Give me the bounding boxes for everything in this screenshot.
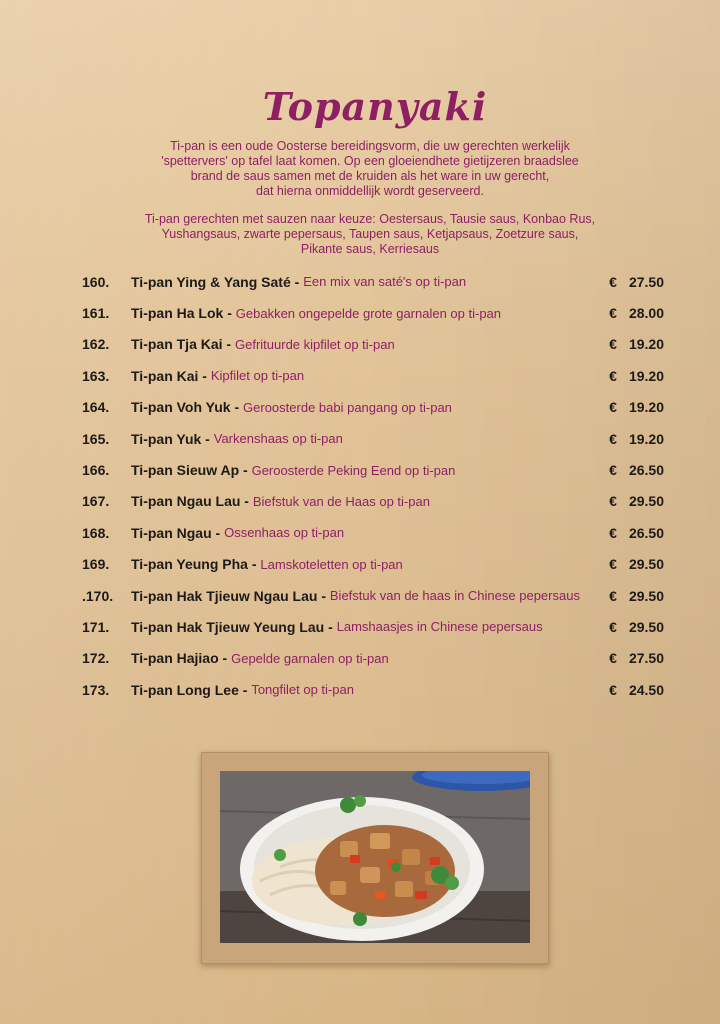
- menu-item-name: Ti-pan Ngau Lau: [131, 493, 241, 510]
- menu-item-price: [609, 611, 664, 642]
- menu-item-separator: -: [211, 524, 225, 541]
- menu-item-number: 164.: [82, 399, 110, 416]
- menu-item-name: Ti-pan Yuk: [131, 430, 202, 447]
- price-amount: 29.50: [628, 618, 664, 635]
- menu-item: [82, 580, 672, 611]
- menu-item-description: Geroosterde babi pangang op ti-pan: [243, 399, 452, 415]
- menu-item-price: [609, 360, 664, 391]
- menu-item-description: Geroosterde Peking Eend op ti-pan: [251, 462, 456, 478]
- currency-symbol: €: [609, 305, 617, 322]
- currency-symbol: €: [609, 493, 617, 510]
- menu-item-name: Ti-pan Hajiao: [131, 650, 219, 667]
- menu-item-description: Tongfilet op ti-pan: [251, 682, 354, 698]
- intro-line: Ti-pan is een oude Oosterse bereidingsvorm, die uw gerechten werkelijk: [170, 139, 570, 153]
- menu-item-description: Biefstuk van de haas in Chinese pepersaus: [329, 588, 580, 604]
- menu-item: [82, 329, 672, 360]
- menu-item-price: [609, 266, 664, 297]
- menu-item: [82, 643, 672, 674]
- menu-item-price: [609, 392, 664, 423]
- menu-item-price: [609, 454, 664, 485]
- menu-item: [82, 517, 672, 548]
- menu-item-separator: -: [238, 681, 252, 698]
- menu-item: [82, 392, 672, 423]
- menu-item-number: 162.: [82, 336, 110, 353]
- menu-item: [82, 360, 672, 391]
- currency-symbol: €: [609, 650, 617, 667]
- menu-item-name: Ti-pan Long Lee: [131, 681, 239, 698]
- menu-item-description: Gebakken ongepelde grote garnalen op ti-pan: [235, 305, 502, 321]
- price-amount: 19.20: [628, 399, 664, 416]
- currency-symbol: €: [609, 618, 617, 635]
- menu-item-description: Gepelde garnalen op ti-pan: [231, 650, 389, 666]
- menu-item-name: Ti-pan Yeung Pha: [131, 556, 248, 573]
- menu-item-separator: -: [201, 430, 214, 447]
- price-amount: 26.50: [628, 462, 664, 479]
- menu-item-separator: -: [239, 462, 252, 479]
- menu-item-number: 172.: [82, 650, 110, 667]
- price-amount: 29.50: [628, 587, 664, 604]
- price-amount: 29.50: [628, 556, 664, 573]
- currency-symbol: €: [609, 524, 617, 541]
- menu-item-description: Varkenshaas op ti-pan: [213, 431, 343, 447]
- menu-item-number: 167.: [82, 493, 110, 510]
- menu-item-name: Ti-pan Kai: [131, 367, 199, 384]
- menu-item: [82, 423, 672, 454]
- menu-item: [82, 486, 672, 517]
- intro-line: Yushangsaus, zwarte pepersaus, Taupen saus, Ketjapsaus, Zoetzure saus,: [161, 227, 579, 241]
- menu-item-number: 169.: [82, 556, 110, 573]
- menu-item-description: Kipfilet op ti-pan: [210, 368, 305, 384]
- menu-item-price: [609, 674, 664, 705]
- menu-item-name: Ti-pan Voh Yuk: [131, 399, 231, 416]
- menu-item-number: .170.: [82, 587, 114, 604]
- menu-item-separator: -: [223, 305, 236, 322]
- menu-item-name: Ti-pan Hak Tjieuw Yeung Lau: [131, 618, 325, 635]
- intro-line: Ti-pan gerechten met sauzen naar keuze: Oestersaus, Tausie saus, Konbao Rus,: [144, 212, 596, 226]
- price-amount: 29.50: [628, 493, 664, 510]
- menu-item-number: 173.: [82, 681, 110, 698]
- intro-line: brand de saus samen met de kruiden als het ware in uw gerecht,: [190, 169, 550, 183]
- price-amount: 19.20: [628, 367, 664, 384]
- menu-item-name: Ti-pan Ha Lok: [131, 305, 224, 322]
- menu-item-number: 163.: [82, 367, 110, 384]
- menu-item-price: [609, 549, 664, 580]
- currency-symbol: €: [609, 556, 617, 573]
- menu-item-number: 166.: [82, 462, 110, 479]
- currency-symbol: €: [609, 681, 617, 698]
- menu-item-name: Ti-pan Tja Kai: [131, 336, 223, 353]
- menu-item-separator: -: [230, 399, 244, 416]
- menu-item-separator: -: [222, 336, 235, 353]
- currency-symbol: €: [609, 462, 617, 479]
- price-amount: 19.20: [628, 430, 664, 447]
- menu-item-separator: -: [240, 493, 253, 510]
- menu-item-separator: -: [247, 556, 261, 573]
- noodle-dish-illustration: [220, 771, 530, 943]
- currency-symbol: €: [609, 399, 617, 416]
- intro-text: [140, 139, 600, 257]
- currency-symbol: €: [609, 367, 617, 384]
- currency-symbol: €: [609, 336, 617, 353]
- menu-item: [82, 674, 672, 705]
- menu-item-name: Ti-pan Hak Tjieuw Ngau Lau: [131, 587, 318, 604]
- page-title: Topanyaki: [262, 84, 488, 129]
- menu-item-separator: -: [198, 367, 211, 384]
- menu-item-separator: -: [324, 618, 337, 635]
- menu-item-price: [609, 329, 664, 360]
- intro-paragraph-method: [140, 139, 600, 199]
- price-amount: 27.50: [628, 650, 664, 667]
- menu-item: [82, 297, 672, 328]
- price-amount: 26.50: [628, 524, 664, 541]
- menu-item-price: [609, 517, 664, 548]
- menu-item-number: 161.: [82, 305, 110, 322]
- menu-item-number: 171.: [82, 618, 110, 635]
- menu-item-separator: -: [317, 587, 330, 604]
- currency-symbol: €: [609, 587, 617, 604]
- intro-line: dat hierna onmiddellijk wordt geserveerd.: [256, 184, 484, 198]
- price-amount: 28.00: [628, 305, 664, 322]
- menu-item-name: Ti-pan Sieuw Ap: [131, 462, 240, 479]
- menu-item-price: [609, 580, 664, 611]
- price-amount: 24.50: [628, 681, 664, 698]
- menu-item-number: 160.: [82, 273, 110, 290]
- menu-item-separator: -: [290, 273, 304, 290]
- menu-item-price: [609, 486, 664, 517]
- menu-item-price: [609, 297, 664, 328]
- intro-paragraph-sauces: [140, 212, 600, 257]
- menu-item-name: Ti-pan Ngau: [131, 524, 212, 541]
- menu-item: [82, 454, 672, 485]
- menu-list: [82, 266, 672, 705]
- intro-line: 'spettervers' op tafel laat komen. Op een gloeiendhete gietijzeren braadslee: [161, 154, 579, 168]
- dish-photo: [220, 771, 530, 943]
- menu-item-description: Ossenhaas op ti-pan: [224, 525, 345, 541]
- intro-line: Pikante saus, Kerriesaus: [300, 242, 440, 256]
- currency-symbol: €: [609, 430, 617, 447]
- menu-item-number: 165.: [82, 430, 110, 447]
- price-amount: 19.20: [628, 336, 664, 353]
- menu-item-name: Ti-pan Ying & Yang Saté: [131, 273, 291, 290]
- menu-item-description: Gefrituurde kipfilet op ti-pan: [235, 336, 395, 352]
- menu-item-separator: -: [218, 650, 232, 667]
- menu-item-description: Een mix van saté's op ti-pan: [303, 274, 467, 290]
- price-amount: 27.50: [628, 273, 664, 290]
- menu-item-price: [609, 643, 664, 674]
- menu-item-description: Biefstuk van de Haas op ti-pan: [252, 493, 430, 509]
- menu-item-price: [609, 423, 664, 454]
- menu-item-number: 168.: [82, 524, 110, 541]
- menu-item-description: Lamshaasjes in Chinese pepersaus: [336, 619, 543, 635]
- dish-photo-frame: [201, 752, 549, 964]
- currency-symbol: €: [609, 273, 617, 290]
- menu-item: [82, 611, 672, 642]
- menu-item: [82, 549, 672, 580]
- menu-item-description: Lamskoteletten op ti-pan: [260, 556, 403, 572]
- menu-item: [82, 266, 672, 297]
